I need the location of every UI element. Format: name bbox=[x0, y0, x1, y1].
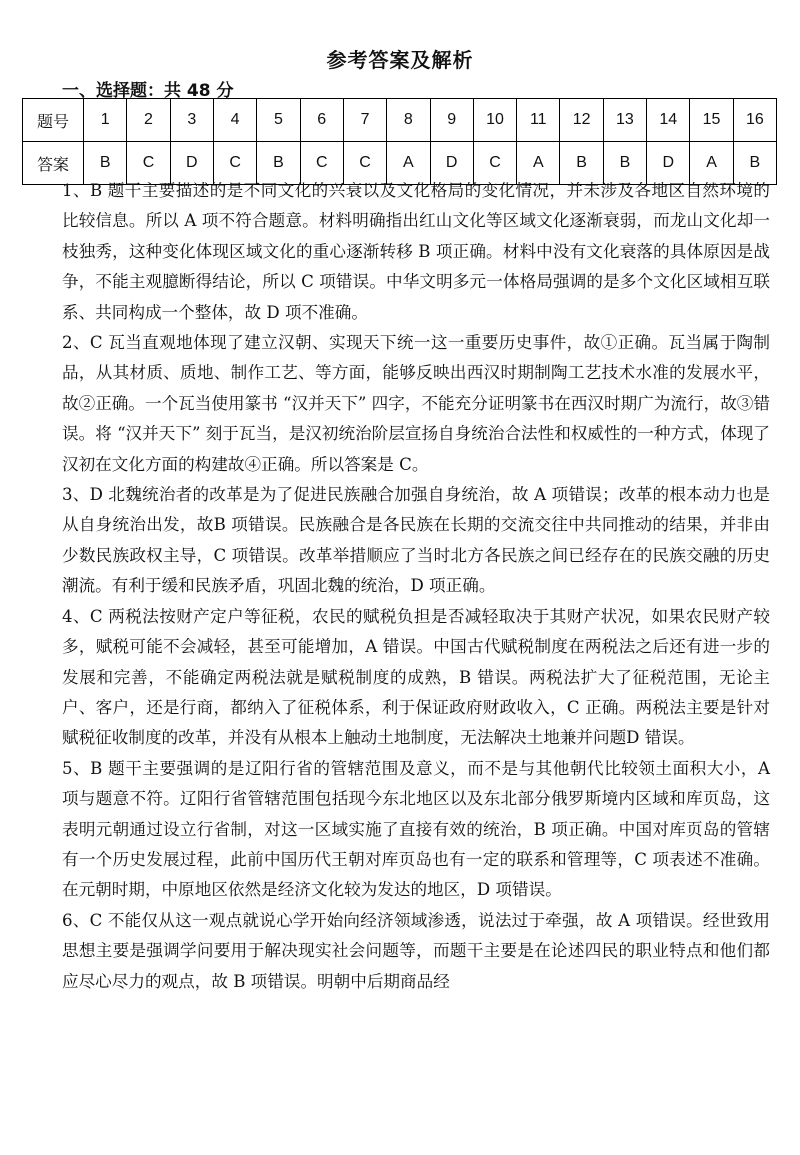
question-number: 11 bbox=[517, 99, 560, 142]
answer-cell: C bbox=[213, 142, 256, 185]
answer-cell: D bbox=[170, 142, 213, 185]
question-number: 5 bbox=[257, 99, 300, 142]
explanation-paragraph: 2、C 瓦当直观地体现了建立汉朝、实现天下统一这一重要历史事件，故①正确。瓦当属于陶制品，从其材质、质地、制作工艺、等方面，能够反映出西汉时期制陶工艺技术水准的发展水平，故②正确。一个瓦当使用篆书 “汉并天下” 四字，不能充分证明篆书在西汉时期广为流行，故③错误。将 “汉并天下” 刻于瓦当，是汉初统治阶层宣扬自身统治合法性和权威性的一种方式，体现了汉初在文化方面的构建故④正确。所以答案是 C。 bbox=[62, 333, 770, 474]
question-number: 7 bbox=[343, 99, 386, 142]
answer-cell: C bbox=[127, 142, 170, 185]
explanations bbox=[62, 176, 770, 997]
question-number: 14 bbox=[647, 99, 690, 142]
answer-table bbox=[22, 98, 777, 185]
question-number: 15 bbox=[690, 99, 733, 142]
row-label-answer: 答案 bbox=[23, 142, 84, 185]
question-number: 9 bbox=[430, 99, 473, 142]
answer-cell: D bbox=[647, 142, 690, 185]
answer-cell: C bbox=[473, 142, 516, 185]
section-heading: 一、选择题：共 48 分 bbox=[62, 81, 234, 101]
question-number: 10 bbox=[473, 99, 516, 142]
answer-cell: D bbox=[430, 142, 473, 185]
answer-cell: B bbox=[733, 142, 776, 185]
answer-cell: C bbox=[343, 142, 386, 185]
question-number: 13 bbox=[603, 99, 646, 142]
question-number: 1 bbox=[84, 99, 127, 142]
explanation-paragraph: 5、B 题干主要强调的是辽阳行省的管辖范围及意义，而不是与其他朝代比较领土面积大小，A 项与题意不符。辽阳行省管辖范围包括现今东北地区以及东北部分俄罗斯境内区域和库页岛，这表明元朝通过设立行省制，对这一区域实施了直接有效的统治，B 项正确。中国对库页岛的管辖有一个历史发展过程，此前中国历代王朝对库页岛也有一定的联系和管理等，C 项表述不准确。在元朝时期，中原地区依然是经济文化较为发达的地区，D 项错误。 bbox=[62, 758, 770, 900]
question-number: 12 bbox=[560, 99, 603, 142]
explanation-paragraph: 6、C 不能仅从这一观点就说心学开始向经济领域渗透，说法过于牵强，故 A 项错误。经世致用思想主要是强调学问要用于解决现实社会问题等，而题干主要是在论述四民的职业特点和他们都应尽心尽力的观点，故 B 项错误。明朝中后期商品经 bbox=[62, 910, 770, 991]
page-title: 参考答案及解析 bbox=[326, 48, 474, 72]
answer-cell: A bbox=[387, 142, 430, 185]
answer-cell: B bbox=[603, 142, 646, 185]
question-number: 3 bbox=[170, 99, 213, 142]
answer-cell: C bbox=[300, 142, 343, 185]
answer-cell: A bbox=[517, 142, 560, 185]
question-number-row bbox=[23, 99, 777, 142]
question-number: 4 bbox=[213, 99, 256, 142]
explanation-paragraph: 1、B 题干主要描述的是不同文化的兴衰以及文化格局的变化情况，并未涉及各地区自然环境的比较信息。所以 A 项不符合题意。材料明确指出红山文化等区域文化逐渐衰弱，而龙山文化却一枝独秀，这种变化体现区域文化的重心逐渐转移 B 项正确。材料中没有文化衰落的具体原因是战争，不能主观臆断得结论，所以 C 项错误。中华文明多元一体格局强调的是多个文化区域相互联系、共同构成一个整体，故 D 项不准确。 bbox=[62, 181, 770, 322]
answer-cell: A bbox=[690, 142, 733, 185]
question-number: 8 bbox=[387, 99, 430, 142]
explanation-paragraph: 4、C 两税法按财产定户等征税，农民的赋税负担是否减轻取决于其财产状况，如果农民财产较多，赋税可能不会减轻，甚至可能增加，A 错误。中国古代赋税制度在两税法之后还有进一步的发展和完善，不能确定两税法就是赋税制度的成熟，B 错误。两税法扩大了征税范围，无论主户、客户，还是行商，都纳入了征税体系，利于保证政府财政收入，C 正确。两税法主要是针对赋税征收制度的改革，并没有从根本上触动土地制度，无法解决土地兼并问题D 错误。 bbox=[62, 606, 770, 748]
answer-cell: B bbox=[84, 142, 127, 185]
question-number: 2 bbox=[127, 99, 170, 142]
answer-cell: B bbox=[257, 142, 300, 185]
question-number: 6 bbox=[300, 99, 343, 142]
question-number: 16 bbox=[733, 99, 776, 142]
explanation-paragraph: 3、D 北魏统治者的改革是为了促进民族融合加强自身统治，故 A 项错误；改革的根本动力也是从自身统治出发，故B 项错误。民族融合是各民族在长期的交流交往中共同推动的结果，并非由少数民族政权主导，C 项错误。改革举措顺应了当时北方各民族之间已经存在的民族交融的历史潮流。有利于缓和民族矛盾，巩固北魏的统治，D 项正确。 bbox=[62, 485, 770, 596]
answer-cell: B bbox=[560, 142, 603, 185]
row-label-number: 题号 bbox=[23, 99, 84, 142]
